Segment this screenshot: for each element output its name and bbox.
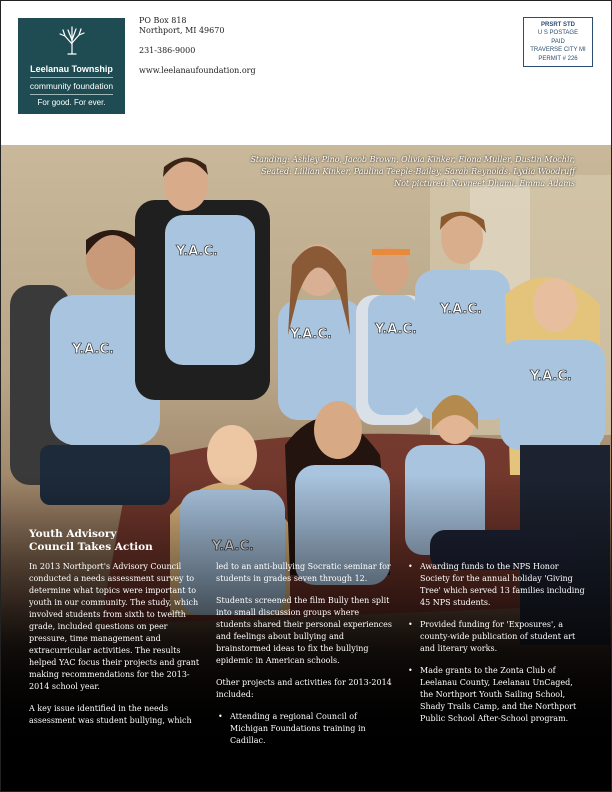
shirt-text-5: Y.A.C.: [440, 302, 482, 317]
article-column-3: [406, 561, 588, 735]
photo-caption: [250, 154, 575, 190]
po-box: PO Box 818: [139, 16, 187, 25]
logo-name-line2: community foundation: [29, 81, 114, 91]
headline-line1: Youth Advisory: [29, 528, 117, 540]
shirt-text-1: Y.A.C.: [72, 342, 114, 357]
list-item: • Provided funding for 'Exposures', a county-wide publication of student art and literary works.: [408, 620, 576, 653]
foundation-logo: [18, 18, 125, 114]
tree-icon: [56, 24, 88, 56]
return-address: [139, 16, 256, 76]
activities-list-continued: [406, 561, 588, 725]
list-item: • Attending a regional Council of Michigan Foundations training in Cadillac.: [218, 712, 366, 745]
paragraph: Students screened the film Bully then split into small discussion groups where students shared their personal experiences and feelings about bullying and brainstormed ideas to fix the bullying epidemic in American schools.: [216, 596, 392, 665]
postage-line3: PAID: [551, 38, 565, 45]
postage-line2: U S POSTAGE: [537, 30, 579, 37]
paragraph: led to an anti-bullying Socratic seminar for students in grades seven through 12.: [216, 562, 391, 583]
logo-tagline: For good. For ever.: [37, 98, 106, 107]
postage-line5: PERMIT # 226: [538, 55, 578, 62]
paragraph: Other projects and activities for 2013-2014 included:: [216, 678, 392, 699]
paragraph: In 2013 Northport's Advisory Council conducted a needs assessment survey to determine what topics were important to youth in our community. The study, which involved students from sixth to twelfth grade, included questions on peer pressure, time management and extracurricular activities. The results helped YAC focus their projects and grant making recommendations for the 2013-2014 school year.: [29, 562, 200, 691]
city-line: Northport, MI 49670: [139, 26, 225, 35]
bullet-icon: •: [408, 666, 413, 675]
activities-list: [216, 711, 396, 747]
article-headline: [29, 528, 153, 554]
shirt-text-2: Y.A.C.: [176, 244, 218, 259]
shirt-text-6: Y.A.C.: [530, 369, 572, 384]
article: [0, 520, 612, 792]
list-item: • Awarding funds to the NPS Honor Society for the annual holiday 'Giving Tree' which served 13 families including 45 NPS students.: [408, 562, 585, 607]
bullet-icon: •: [218, 712, 223, 721]
logo-divider-2: [30, 94, 113, 95]
caption-standing: Standing: Ashley Pino, Jacob Brown, Olivia Kinker, Fiona Muller, Dustin Mochir,: [250, 155, 575, 164]
caption-seated: Seated: Lillian Kinker, Paulina Teeple-Bailey, Sarah Reynolds, Lydia Woodruff: [261, 167, 575, 176]
shirt-text-3: Y.A.C.: [290, 327, 332, 342]
bullet-icon: •: [408, 562, 413, 571]
paragraph: A key issue identified in the needs assessment was student bullying, which: [29, 704, 192, 725]
website-link[interactable]: www.leelanaufoundation.org: [139, 66, 256, 75]
postage-indicia: [523, 17, 593, 67]
shirt-text-4: Y.A.C.: [375, 322, 417, 337]
phone: 231-386-9000: [139, 46, 196, 55]
logo-divider: [30, 77, 113, 78]
bullet-icon: •: [408, 620, 413, 629]
caption-not-pictured: Not pictured: Navneet Dhami, Emma Adams: [394, 179, 575, 188]
article-column-2: [216, 561, 396, 757]
headline-line2: Council Takes Action: [29, 541, 153, 553]
list-item: • Made grants to the Zonta Club of Leelanau County, Leelanau UnCaged, the Northport Youth Sailing School, Shady Trails Camp, and the Northport Public School After-School program.: [408, 666, 577, 723]
postage-line1: PRSRT STD: [540, 22, 575, 28]
logo-name-line1: Leelanau Township: [30, 64, 113, 74]
article-column-1: [29, 561, 207, 737]
postage-line4: TRAVERSE CITY MI: [530, 47, 586, 54]
